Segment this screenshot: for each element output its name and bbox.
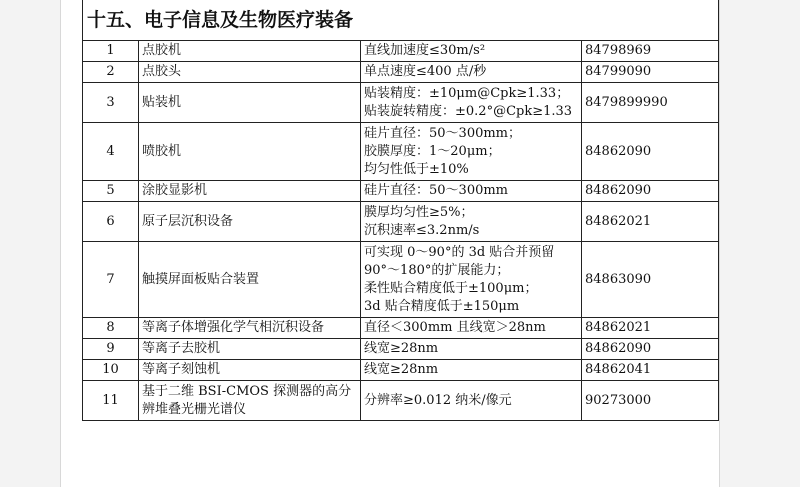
row-number: 8 <box>83 318 139 339</box>
spec-line: 分辨率≥0.012 纳米/像元 <box>364 392 512 408</box>
spec-line: 沉积速率≤3.2nm/s <box>364 222 480 238</box>
spec-line: 膜厚均匀性≥5%； <box>364 204 474 220</box>
spec-line: 硅片直径：50～300mm； <box>364 125 522 141</box>
table-row <box>83 181 719 202</box>
tariff-code: 84798969 <box>582 41 719 62</box>
row-number: 1 <box>83 41 139 62</box>
spec-line: 单点速度≤400 点/秒 <box>364 64 487 79</box>
spec-line: 90°～180°的扩展能力； <box>364 262 510 278</box>
spec-line: 线宽≥28nm <box>364 362 439 377</box>
spec-line: 直径＜300mm 且线宽＞28nm <box>364 320 546 335</box>
row-number: 11 <box>83 381 139 421</box>
document-page <box>60 0 720 487</box>
tariff-code: 90273000 <box>582 381 719 421</box>
tariff-code: 84862090 <box>582 181 719 202</box>
table-row <box>83 242 719 318</box>
table-row <box>83 360 719 381</box>
equipment-name: 基于二维 BSI-CMOS 探测器的高分辨堆叠光栅光谱仪 <box>139 381 361 421</box>
table-row <box>83 202 719 242</box>
spec-line: 3d 贴合精度低于±150μm <box>364 298 520 314</box>
equipment-name: 原子层沉积设备 <box>139 202 361 242</box>
spec-line: 胶膜厚度：1～20μm； <box>364 143 501 159</box>
row-number: 5 <box>83 181 139 202</box>
table-row <box>83 339 719 360</box>
technical-spec <box>361 83 582 123</box>
table-row <box>83 83 719 123</box>
table-row <box>83 381 719 421</box>
equipment-name: 涂胶显影机 <box>139 181 361 202</box>
section-title-row <box>83 0 719 41</box>
spec-line: 直线加速度≤30m/s² <box>364 43 486 58</box>
tariff-code: 84863090 <box>582 242 719 318</box>
technical-spec <box>361 381 582 421</box>
spec-line: 线宽≥28nm <box>364 341 439 356</box>
viewer-margin-right <box>718 0 800 487</box>
technical-spec <box>361 41 582 62</box>
row-number: 9 <box>83 339 139 360</box>
tariff-code: 84862021 <box>582 202 719 242</box>
tariff-code: 84862021 <box>582 318 719 339</box>
spec-line: 硅片直径：50～300mm <box>364 183 509 198</box>
row-number: 6 <box>83 202 139 242</box>
equipment-table <box>82 0 719 421</box>
tariff-code: 84862041 <box>582 360 719 381</box>
equipment-name: 等离子刻蚀机 <box>139 360 361 381</box>
technical-spec <box>361 123 582 181</box>
table-row <box>83 123 719 181</box>
technical-spec <box>361 181 582 202</box>
equipment-name: 等离子去胶机 <box>139 339 361 360</box>
technical-spec <box>361 242 582 318</box>
technical-spec <box>361 202 582 242</box>
technical-spec <box>361 318 582 339</box>
equipment-name: 等离子体增强化学气相沉积设备 <box>139 318 361 339</box>
technical-spec <box>361 339 582 360</box>
table-row <box>83 318 719 339</box>
table-row <box>83 62 719 83</box>
equipment-name: 点胶头 <box>139 62 361 83</box>
table-row <box>83 41 719 62</box>
row-number: 10 <box>83 360 139 381</box>
spec-line: 贴装精度：±10μm@Cpk≥1.33； <box>364 85 570 101</box>
equipment-name: 喷胶机 <box>139 123 361 181</box>
spec-line: 可实现 0～90°的 3d 贴合并预留 <box>364 244 555 260</box>
section-title: 十五、电子信息及生物医疗装备 <box>83 0 719 41</box>
row-number: 3 <box>83 83 139 123</box>
spec-line: 柔性贴合精度低于±100μm； <box>364 280 538 296</box>
spec-line: 均匀性低于±10% <box>364 161 469 177</box>
technical-spec <box>361 62 582 83</box>
viewer-margin-left <box>0 0 60 487</box>
tariff-code: 8479899990 <box>582 83 719 123</box>
row-number: 7 <box>83 242 139 318</box>
equipment-name: 触摸屏面板贴合装置 <box>139 242 361 318</box>
equipment-name: 点胶机 <box>139 41 361 62</box>
tariff-code: 84799090 <box>582 62 719 83</box>
technical-spec <box>361 360 582 381</box>
spec-line: 贴装旋转精度：±0.2°@Cpk≥1.33 <box>364 103 573 119</box>
equipment-name: 贴装机 <box>139 83 361 123</box>
row-number: 2 <box>83 62 139 83</box>
tariff-code: 84862090 <box>582 339 719 360</box>
row-number: 4 <box>83 123 139 181</box>
tariff-code: 84862090 <box>582 123 719 181</box>
